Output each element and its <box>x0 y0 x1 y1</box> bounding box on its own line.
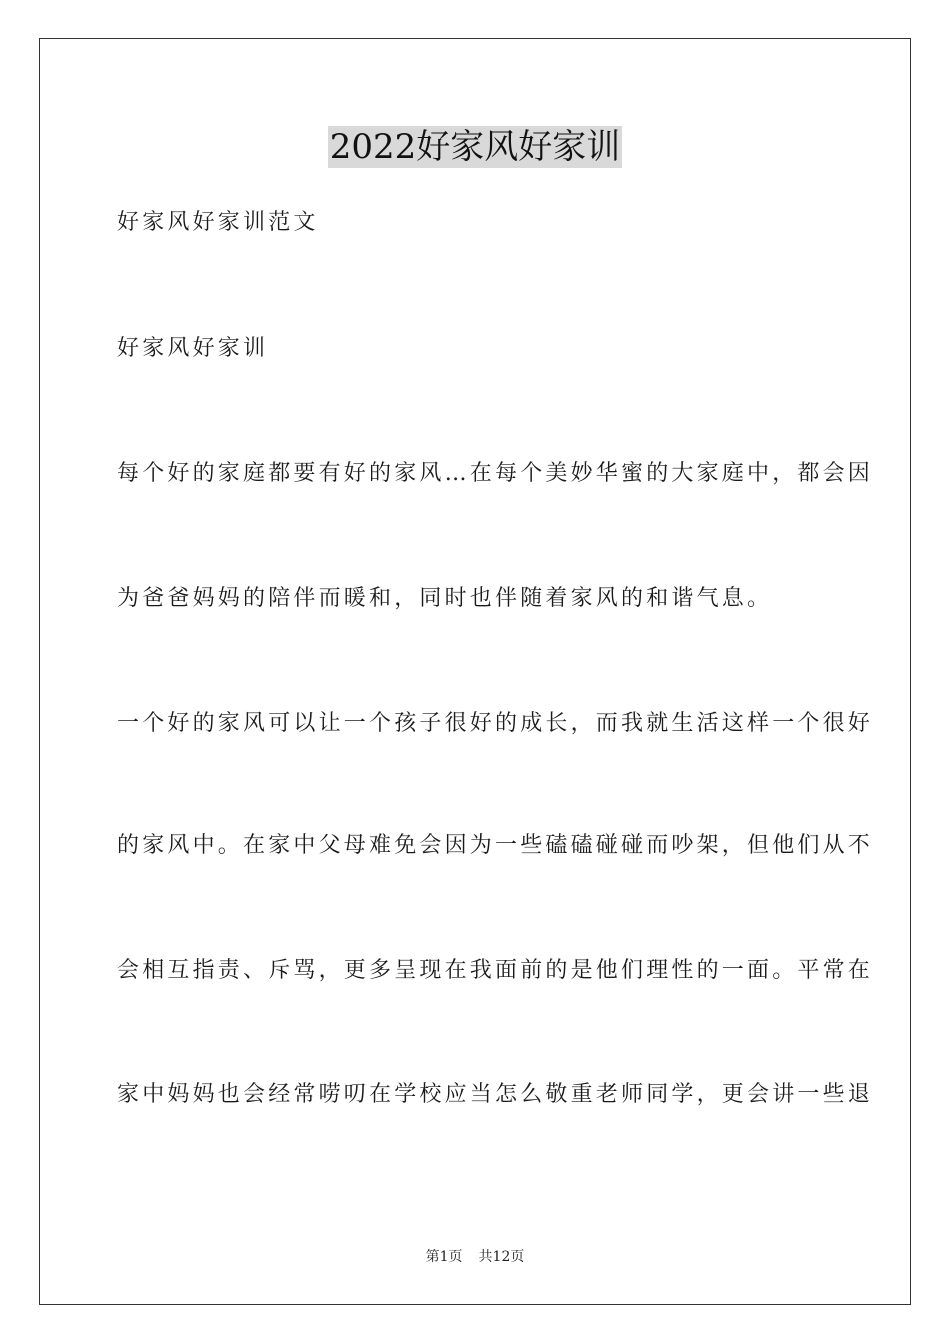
paragraph-line: 会相互指责、斥骂，更多呈现在我面前的是他们理性的一面。平常在 <box>117 958 874 983</box>
title-container <box>0 126 950 168</box>
subtitle-line: 好家风好家训范文 <box>117 210 319 235</box>
paragraph-line: 每个好的家庭都要有好的家风…在每个美妙华蜜的大家庭中，都会因 <box>117 461 874 486</box>
paragraph-line: 家中妈妈也会经常唠叨在学校应当怎么敬重老师同学，更会讲一些退 <box>117 1082 874 1107</box>
paragraph-line: 的家风中。在家中父母难免会因为一些磕磕碰碰而吵架，但他们从不 <box>117 833 874 858</box>
heading-line: 好家风好家训 <box>117 336 269 361</box>
document-title: 2022好家风好家训 <box>329 127 621 167</box>
paragraph-line: 一个好的家风可以让一个孩子很好的成长，而我就生活这样一个很好 <box>117 711 874 736</box>
page-footer <box>0 1248 950 1266</box>
paragraph-line: 为爸爸妈妈的陪伴而暖和，同时也伴随着家风的和谐气息。 <box>117 586 773 611</box>
page-number: 第1页 <box>425 1249 463 1265</box>
page-total: 共12页 <box>478 1249 525 1265</box>
